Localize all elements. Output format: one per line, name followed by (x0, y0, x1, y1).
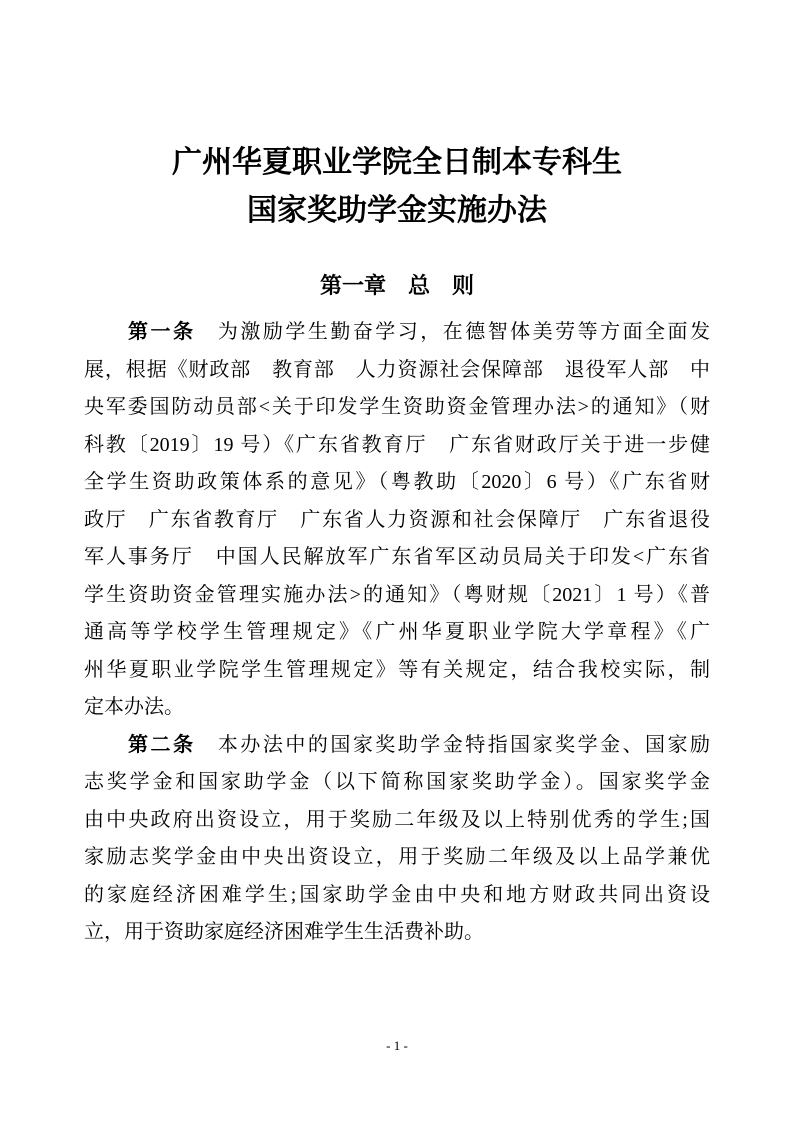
body-line: 军人事务厅 中国人民解放军广东省军区动员局关于印发<广东省 (84, 546, 710, 568)
article-number: 第一条 (128, 321, 196, 343)
chapter-heading: 第一章 总 则 (319, 273, 474, 298)
body-line: 通高等学校学生管理规定》《广州华夏职业学院大学章程》《广 (84, 621, 710, 643)
title-line-1: 广州华夏职业学院全日制本专科生 (172, 146, 622, 179)
body-line: 央军委国防动员部<关于印发学生资助资金管理办法>的通知》（财 (84, 396, 710, 418)
body-line: 由中央政府出资设立，用于奖励二年级及以上特别优秀的学生;国 (84, 808, 710, 831)
body-line: 立，用于资助家庭经济困难学生生活费补助。 (84, 921, 484, 943)
body-line: 展，根据《财政部 教育部 人力资源社会保障部 退役军人部 中 (84, 358, 710, 381)
body-line: 第二条 本办法中的国家奖助学金特指国家奖学金、国家励 (128, 733, 711, 756)
body-line: 定本办法。 (84, 696, 184, 718)
article-number: 第二条 (128, 733, 196, 756)
body-line: 第一条 为激励学生勤奋学习，在德智体美劳等方面全面发 (128, 321, 711, 343)
body-line: 的家庭经济困难学生;国家助学金由中央和地方财政共同出资设 (84, 883, 710, 906)
body-line: 政厅 广东省教育厅 广东省人力资源和社会保障厅 广东省退役 (84, 508, 710, 531)
body-line: 科教〔2019〕19 号）《广东省教育厅 广东省财政厅关于进一步健 (84, 433, 710, 456)
body-line: 全学生资助政策体系的意见》（粤教助〔2020〕6 号）《广东省财 (84, 471, 710, 493)
body-line: 学生资助资金管理实施办法>的通知》（粤财规〔2021〕1 号）《普 (84, 583, 710, 606)
page-number: - 1 - (386, 1038, 408, 1053)
document-title (0, 0, 794, 235)
body-line: 志奖学金和国家助学金（以下简称国家奖助学金）。国家奖学金 (84, 771, 710, 793)
body-line: 州华夏职业学院学生管理规定》等有关规定，结合我校实际，制 (84, 658, 710, 681)
title-line-2: 国家奖助学金实施办法 (247, 194, 547, 227)
body-paragraphs (84, 314, 710, 952)
body-line: 家励志奖学金由中央出资设立，用于奖励二年级及以上品学兼优 (84, 846, 710, 868)
